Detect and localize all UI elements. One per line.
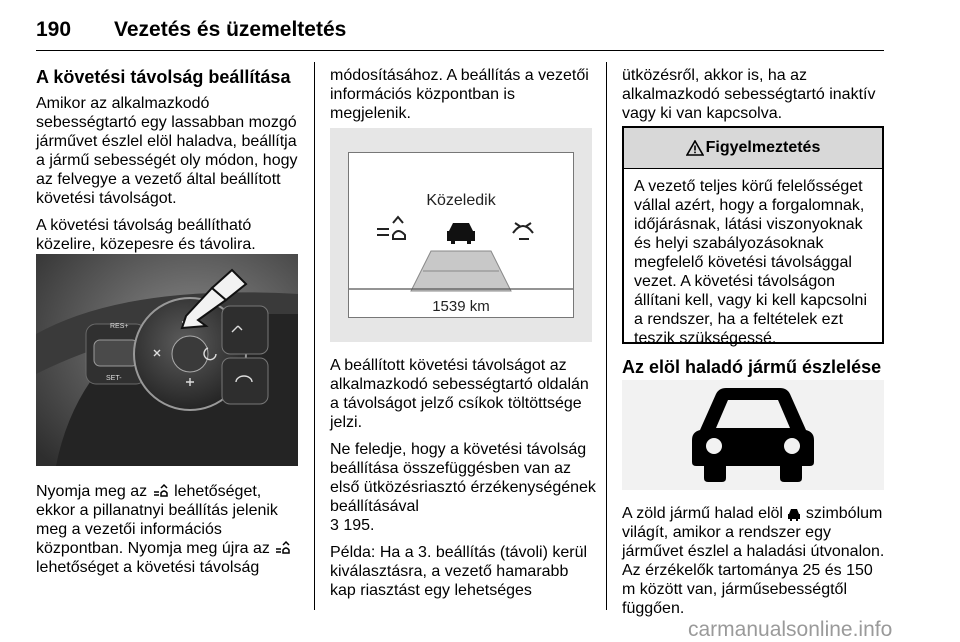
section-heading-vehicle-ahead: Az elöl haladó jármű észlelése [622,357,882,377]
warning-triangle-icon [686,140,704,156]
display-label: Közeledik [426,192,496,209]
set-label: SET- [106,375,122,382]
steering-wheel-controls-photo [36,254,298,466]
paragraph: módosításához. A beállítás a vezetői információs központban is megjelenik. [330,67,589,122]
column-2 [330,66,596,131]
paragraph-part: Ne feledje, hogy a követési távolság beállítása összefüggésben van az első ütközésriasztó érzékenységének beállításával [330,441,596,515]
warning-header [624,128,882,169]
paragraph-part: Nyomja meg az [36,483,148,500]
page-reference: 3 195. [330,517,375,534]
column-1-bottom [36,482,302,585]
page-header [36,6,884,51]
paragraph: A beállított követési távolságot az alkalmazkodó sebességtartó oldalán a távolságot jelző csíkok töltöttsége jelzi. [330,357,589,431]
watermark: carmanualsonline.info [688,618,893,641]
paragraph-part: A zöld jármű halad elöl [622,505,783,522]
paragraph: A követési távolság beállítható közelire, közepesre és távolira. [36,217,256,253]
column-1 [36,66,302,262]
front-vehicle-icon [787,508,801,521]
column-divider-2 [606,62,607,610]
column-2-bottom [330,356,596,608]
warning-text: A vezető teljes körű felelősséget vállal azért, hogy a forgalomnak, időjárásnak, látási viszonyoknak és helyi szabályozásoknak megfelelő követési távolsággal vezet. A követési távolságon állítani kell, vagy ki kell kapcsolni a rendszer, ha a feltételek ezt teszik szükségessé. [634,178,867,347]
odometer-reading: 1539 km [432,298,490,315]
distance-setting-icon [377,217,405,239]
distance-setting-icon [152,483,170,499]
paragraph-part: szimbólum világít, amikor a rendszer egy járművet észlel a haladási útvonalon. Az érzékelők tartománya 25 és 150 m között van, járműsebességtől függően. [622,505,885,617]
paragraph-part: lehetőséget, ekkor a pillanatnyi beállítás jelenik meg a vezetői információs központban. Nyomja meg újra az [36,483,278,557]
front-vehicle-figure [622,380,884,490]
front-vehicle-icon [692,388,814,482]
driver-info-display-figure [330,128,592,342]
paragraph: ütközésről, akkor is, ha az alkalmazkodó sebességtartó inaktív vagy ki van kapcsolva. [622,67,876,122]
section-heading-following-distance: A követési távolság beállítása [36,67,291,87]
front-vehicle-icon [447,223,475,244]
warning-box [622,126,884,347]
paragraph: Példa: Ha a 3. beállítás (távoli) kerül kiválasztásra, a vezető hamarabb kap riasztást egy lehetséges [330,544,588,599]
collision-alert-icon [513,223,533,239]
paragraph: Amikor az alkalmazkodó sebességtartó egy lassabban mozgó járművet észlel elöl haladva, beállítja a jármű sebességét oly módon, hogy az felvegye a vezető által beállított követési távolságot. [36,95,298,207]
column-3 [622,66,888,131]
warning-title: Figyelmeztetés [705,139,821,156]
display-screen [348,152,574,318]
paragraph-part: lehetőséget a követési távolság [36,559,260,576]
column-divider-1 [314,62,315,610]
column-3-bottom [622,504,888,626]
distance-setting-icon [274,540,292,556]
chapter-title: Vezetés és üzemeltetés [114,18,347,41]
page-number: 190 [36,18,72,41]
res-label: RES+ [110,323,129,330]
